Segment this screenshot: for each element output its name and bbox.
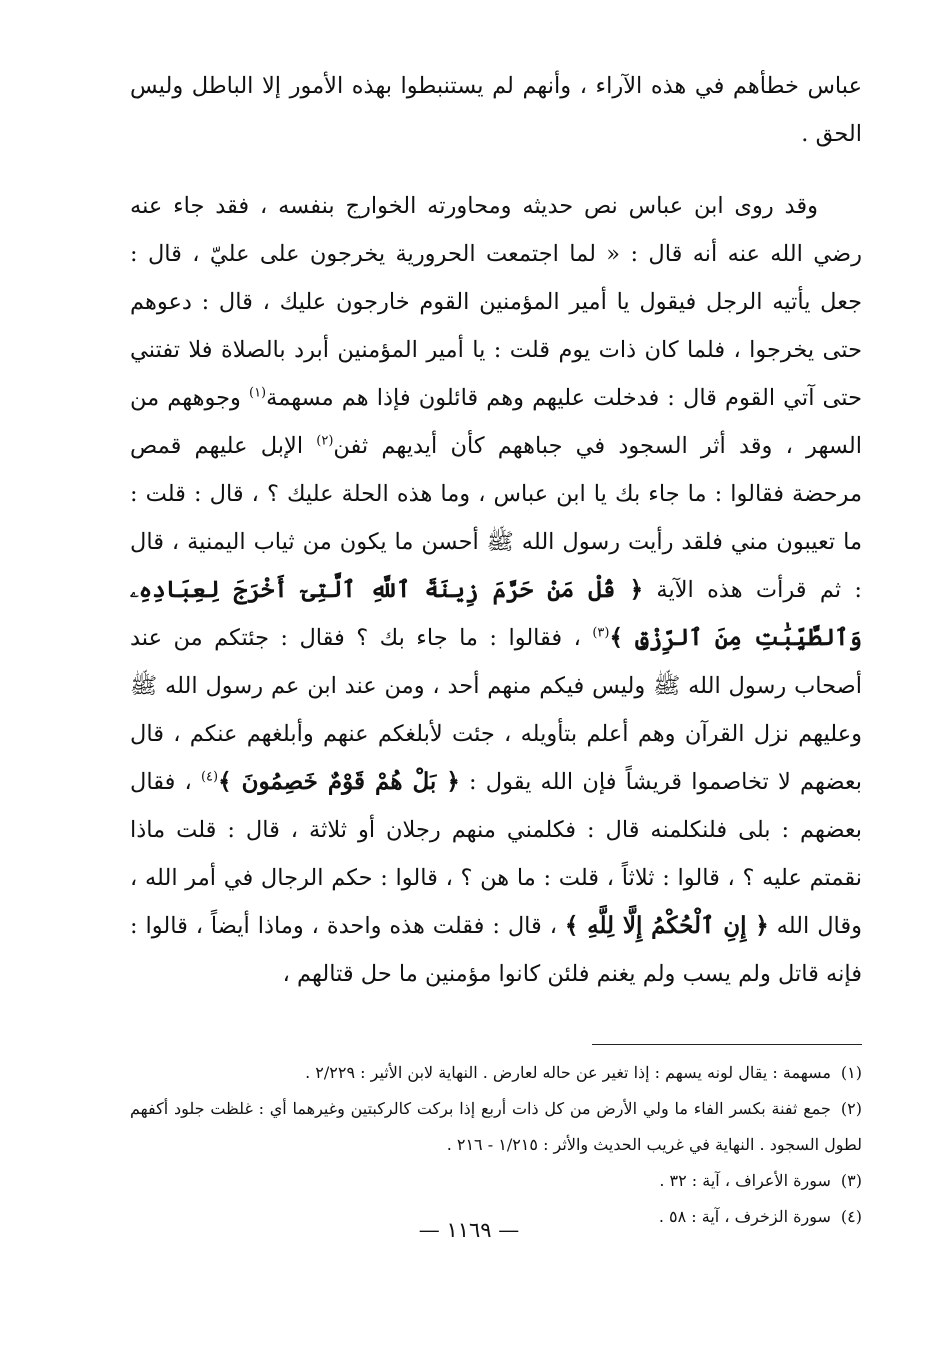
footnote-2-text: جمع ثفنة بكسر الفاء ما ولي الأرض من كل ذات أربع إذا بركت كالركبتين وغيرهما أي : غلظت جلود أكفهم لطول السجود . النهاية في غريب الحديث والأثر : ١/٢١٥ - ٢١٦ .	[130, 1099, 862, 1154]
footnote-ref-1: (١)	[248, 385, 267, 401]
footnote-3-text: سورة الأعراف ، آية : ٣٢ .	[659, 1171, 831, 1190]
footnote-ref-3: (٣)	[592, 625, 610, 641]
footnote-2-number: (٢)	[840, 1099, 862, 1118]
footnote-2	[130, 1091, 862, 1163]
footnote-3-number: (٣)	[840, 1171, 862, 1190]
footnote-4-text: سورة الزخرف ، آية : ٥٨ .	[658, 1207, 831, 1226]
footnotes-list	[130, 1055, 862, 1235]
footnote-1-number: (١)	[840, 1063, 862, 1082]
paragraph-2-text-f: ، قال : فقلت هذه واحدة ، وماذا أيضاً ، قالوا : فإنه قاتل ولم يسب ولم يغنم فلئن كانوا مؤمنين ما حل قتالهم ،	[130, 913, 862, 987]
quran-verse-1: ﴿ قُلْ مَنْ حَرَّمَ زِينَةَ ٱللَّهِ ٱلَّتِىٓ أَخْرَجَ لِعِبَادِهِۦ وَٱلطَّيِّبَٰتِ مِنَ ٱلرِّزْقِ ﴾	[130, 576, 862, 651]
quran-verse-3: ﴿ إِنِ ٱلْحُكْمُ إِلَّا لِلَّهِ ﴾	[564, 912, 769, 939]
footnote-1	[130, 1055, 862, 1091]
footnote-3	[130, 1163, 862, 1199]
footnote-1-text: مسهمة : يقال لونه يسهم : إذا تغير عن حاله لعارض . النهاية لابن الأثير : ٢/٢٢٩ .	[305, 1063, 831, 1082]
quran-verse-2: ﴿ بَلْ هُمْ قَوْمٌ خَصِمُونَ ﴾	[218, 768, 460, 795]
paragraph-2-text-d: ، فقالوا : ما جاء بك ؟ فقال : جئتكم من عند أصحاب رسول الله ﷺ وليس فيكم منهم أحد ، ومن عند ابن عم رسول الله ﷺ وعليهم نزل القرآن وهم أعلم بتأويله ، جئت لأبلغكم عنهم وأبلغهم عنكم ، قال بعضهم لا تخاصموا قريشاً فإن الله يقول :	[130, 625, 862, 795]
footnote-4-number: (٤)	[840, 1207, 862, 1226]
paragraph-2-text-a: وقد روى ابن عباس نص حديثه ومحاورته الخوارج بنفسه ، فقد جاء عنه رضي الله عنه أنه قال : « لما اجتمعت الحرورية يخرجون على عليّ ، قال : جعل يأتيه الرجل فيقول يا أمير المؤمنين القوم خارجون عليك ، قال : دعوهم حتى يخرجوا ، فلما كان ذات يوم قلت : يا أمير المؤمنين أبرد بالصلاة فلا تفتني حتى آتي القوم قال : فدخلت عليهم وهم قائلون فإذا هم مسهمة	[130, 193, 862, 411]
paragraph-2	[130, 182, 862, 998]
book-page	[130, 62, 862, 1322]
paragraph-1	[130, 62, 862, 158]
footnote-ref-4: (٤)	[200, 769, 219, 785]
paragraph-2-text-b: وجوههم من السهر ، وقد أثر السجود في جباههم كأن أيديهم ثفن	[130, 385, 862, 459]
paragraph-1-text: عباس خطأهم في هذه الآراء ، وأنهم لم يستنبطوا بهذه الأمور إلا الباطل وليس الحق .	[130, 73, 862, 147]
paragraph-2-text-c: الإبل عليهم قمص مرحضة فقالوا : ما جاء بك يا ابن عباس ، وما هذه الحلة عليك ؟ ، قال : قلت : ما تعيبون مني فلقد رأيت رسول الله ﷺ أحسن ما يكون من ثياب اليمنية ، قال : ثم قرأت هذه الآية	[130, 433, 862, 603]
page-number: — ١١٦٩ —	[418, 1218, 520, 1242]
footnote-ref-2: (٢)	[316, 433, 334, 449]
paragraph-2-text-e: ، فقال بعضهم : بلى فلنكلمنه قال : فكلمني منهم رجلان أو ثلاثة ، قال : قلت ماذا نقمتم عليه ؟ ، قالوا : ثلاثاً ، قلت : ما هن ؟ ، قالوا : حكم الرجال في أمر الله ، وقال الله	[130, 769, 863, 939]
footnote-divider	[592, 1044, 862, 1045]
